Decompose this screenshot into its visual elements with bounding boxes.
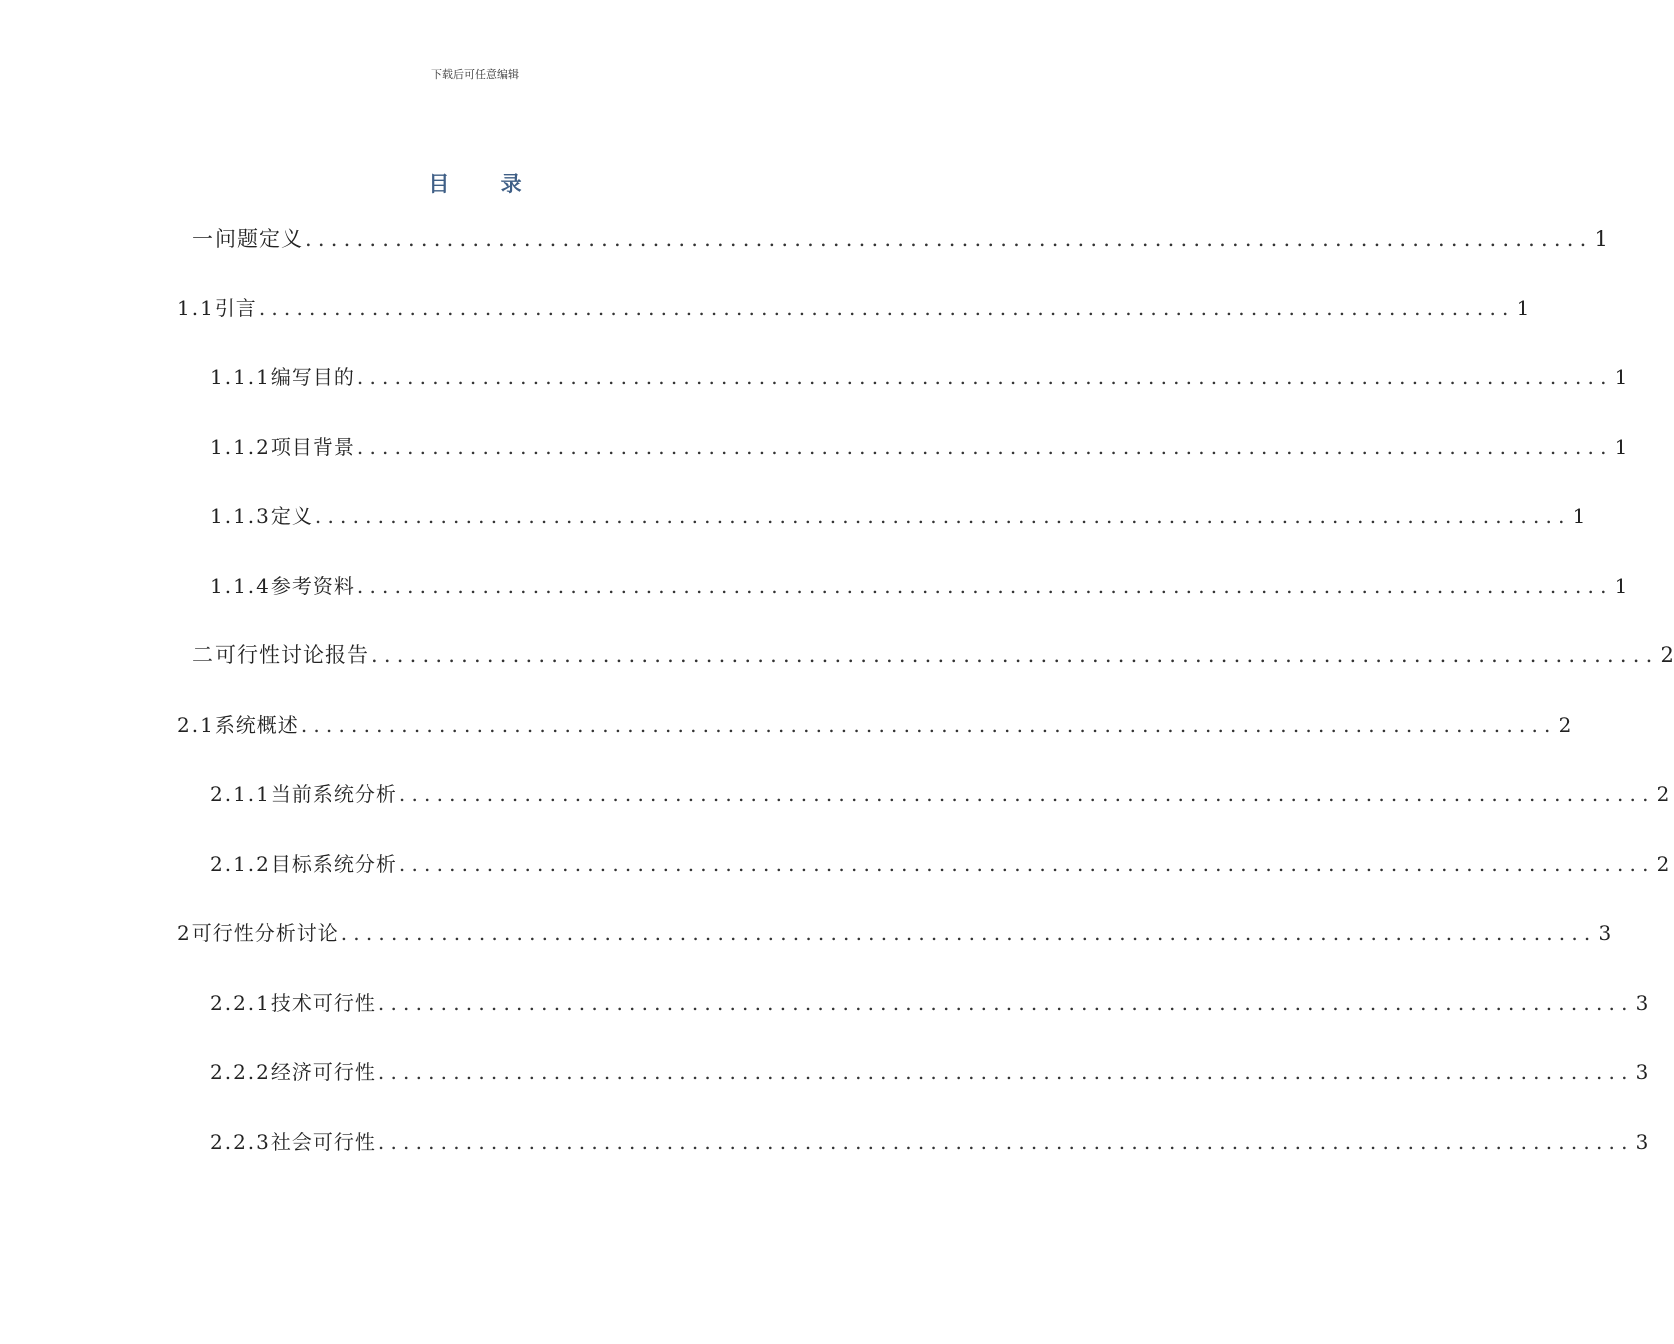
toc-entry-label: 问题定义 [215, 227, 303, 251]
toc-entry-page: 3 [1598, 921, 1612, 945]
toc-entry-number: 1.1 [177, 296, 215, 320]
toc-entry-page: 1 [1614, 365, 1628, 389]
toc-entry-number: 2.2.1 [210, 991, 271, 1015]
toc-entry-number: 1.1.2 [210, 435, 271, 459]
toc-entry-page: 2 [1656, 782, 1670, 806]
toc-entry-number: 1.1.3 [210, 504, 271, 528]
toc-dot-leader: .................................................................................................... [377, 1130, 1634, 1154]
toc-entry-label: 项目背景 [270, 435, 355, 459]
toc-entry-number: 1.1.4 [210, 574, 271, 598]
toc-entry-number: 2.2.2 [210, 1060, 271, 1084]
toc-entry-section-1-1-3[interactable] [210, 501, 1586, 531]
toc-entry-number: 1.1.1 [210, 365, 271, 389]
toc-dot-leader: .................................................................................................... [356, 435, 1613, 459]
toc-dot-leader: .................................................................................................... [340, 921, 1597, 945]
toc-dot-leader: .................................................................................................... [258, 296, 1515, 320]
toc-entry-label: 可行性讨论报告 [215, 643, 369, 667]
toc-entry-section-2-2-3[interactable] [210, 1127, 1649, 1157]
toc-dot-leader: .................................................................................................... [377, 1060, 1634, 1084]
toc-dot-leader: .................................................................................................... [377, 991, 1634, 1015]
toc-entry-number: 2.1 [177, 713, 215, 737]
toc-entry-label: 技术可行性 [270, 991, 376, 1015]
toc-entry-page: 1 [1614, 435, 1628, 459]
page-header: 下载后可任意编辑 [431, 68, 519, 81]
toc-entry-section-2-2-1[interactable] [210, 988, 1649, 1018]
toc-entry-page: 2 [1656, 852, 1670, 876]
toc-entry-section-1-1-4[interactable] [210, 571, 1628, 601]
toc-entry-section-2-1[interactable] [177, 710, 1572, 740]
toc-entry-page: 2 [1660, 643, 1674, 667]
toc-dot-leader: .................................................................................................... [398, 852, 1655, 876]
toc-entry-section-2-2-2[interactable] [210, 1057, 1649, 1087]
toc-entry-section-2-1-1[interactable] [210, 779, 1670, 809]
toc-entry-label: 定义 [270, 504, 313, 528]
toc-entry-section-2-1-2[interactable] [210, 849, 1670, 879]
toc-entry-page: 1 [1572, 504, 1586, 528]
toc-entry-label: 参考资料 [270, 574, 355, 598]
toc-entry-chapter-1[interactable] [192, 224, 1608, 254]
toc-entry-page: 2 [1558, 713, 1572, 737]
toc-entry-page: 3 [1635, 1130, 1649, 1154]
toc-entry-page: 1 [1594, 227, 1608, 251]
toc-entry-page: 1 [1516, 296, 1530, 320]
toc-dot-leader: .................................................................................................... [300, 713, 1557, 737]
toc-entry-number: 一 [192, 227, 215, 251]
toc-entry-label: 目标系统分析 [270, 852, 397, 876]
toc-entry-label: 系统概述 [214, 713, 299, 737]
toc-entry-page: 3 [1635, 1060, 1649, 1084]
toc-entry-label: 当前系统分析 [270, 782, 397, 806]
toc-entry-label: 社会可行性 [270, 1130, 376, 1154]
toc-entry-label: 可行性分析讨论 [191, 921, 339, 945]
toc-entry-section-1-1-2[interactable] [210, 432, 1628, 462]
toc-entry-page: 1 [1614, 574, 1628, 598]
toc-dot-leader: .................................................................................................... [398, 782, 1655, 806]
toc-entry-section-2-2[interactable] [177, 918, 1612, 948]
toc-dot-leader: .................................................................................................... [356, 365, 1613, 389]
toc-dot-leader: .................................................................................................... [305, 227, 1593, 251]
toc-entry-label: 经济可行性 [270, 1060, 376, 1084]
toc-title: 目 录 [428, 172, 544, 196]
toc-entry-chapter-2[interactable] [192, 640, 1674, 670]
toc-entry-section-1-1[interactable] [177, 293, 1530, 323]
toc-entry-number: 2 [177, 921, 192, 945]
toc-entry-section-1-1-1[interactable] [210, 362, 1628, 392]
toc-entry-number: 二 [192, 643, 215, 667]
toc-dot-leader: .................................................................................................... [371, 643, 1659, 667]
toc-entry-number: 2.2.3 [210, 1130, 271, 1154]
toc-entry-label: 引言 [214, 296, 257, 320]
toc-entry-page: 3 [1635, 991, 1649, 1015]
toc-dot-leader: .................................................................................................... [356, 574, 1613, 598]
toc-entry-number: 2.1.2 [210, 852, 271, 876]
toc-entry-label: 编写目的 [270, 365, 355, 389]
toc-dot-leader: .................................................................................................... [314, 504, 1571, 528]
toc-entry-number: 2.1.1 [210, 782, 271, 806]
